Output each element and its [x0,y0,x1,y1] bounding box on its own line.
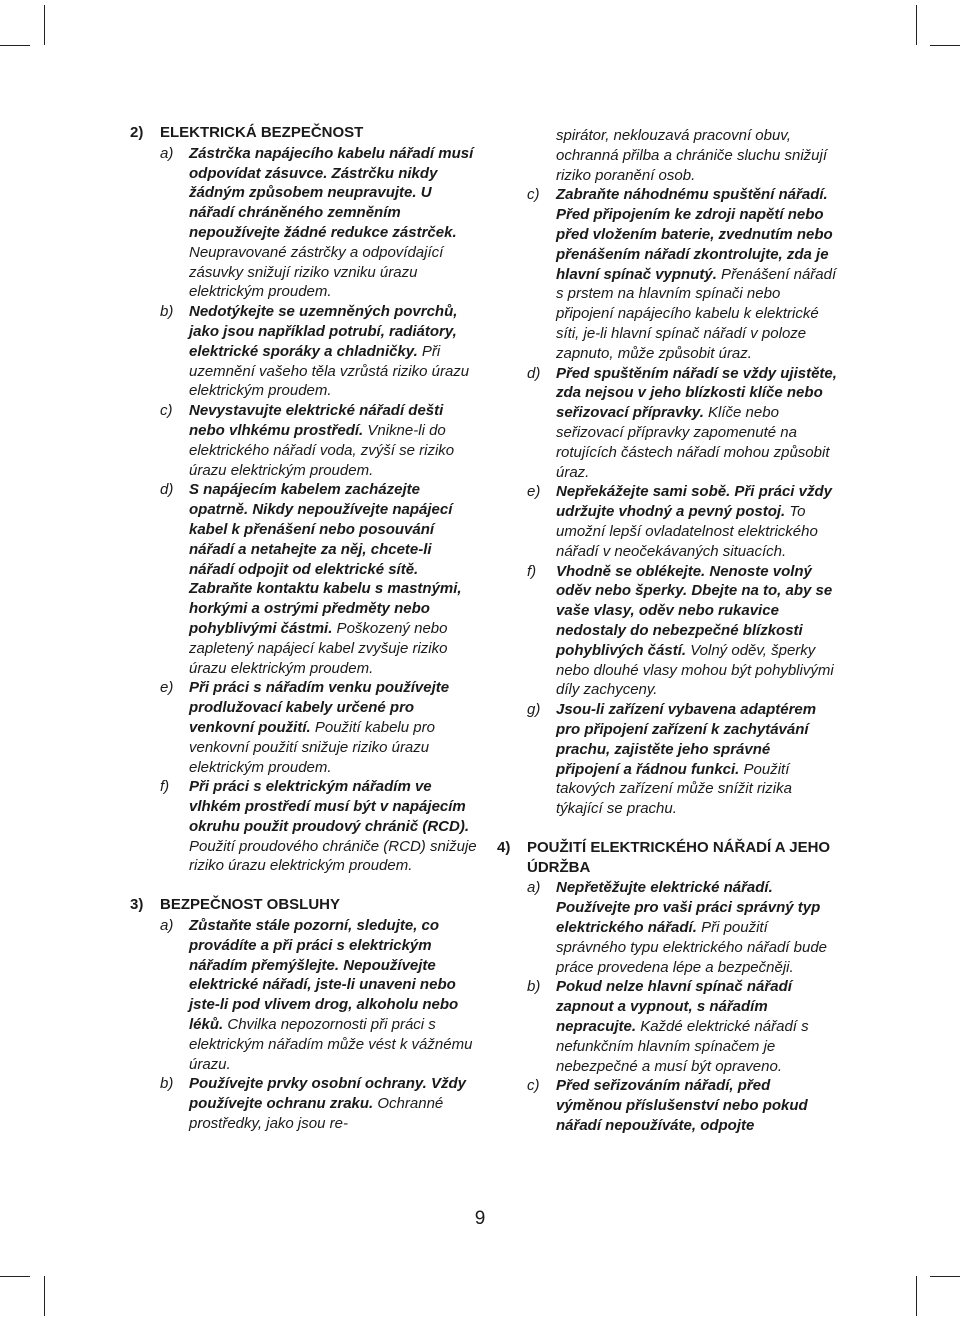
list-item [130,916,480,1074]
left-column [130,123,480,1134]
crop-mark [44,1276,45,1316]
item-normal-text: Přenášení nářadí s prstem na hlavním spínači nebo připojení napájecího kabelu k elektrické síti, je-li hlavní spínač nářadí v poloze zapnuto, může způsobit úraz. [556,265,837,362]
list-item [130,777,480,876]
item-text [556,364,837,483]
continued-text: spirátor, neklouzavá pracovní obuv, ochranná přilba a chrániče sluchu snižují riziko poranění osob. [556,127,827,184]
section-3-heading [130,895,480,915]
item-bold-text: Při práci s nářadím venku používejte prodlužovací kabely určené pro venkovní použití. [189,679,450,736]
item-normal-text: Chvilka nepozornosti při práci s elektrickým nářadím může vést k vážnému úrazu. [189,1016,473,1073]
list-item [497,1076,837,1135]
item-normal-text: Použití kabelu pro venkovní použití snižuje riziko úrazu elektrickým proudem. [189,718,435,776]
crop-mark [930,45,960,46]
item-letter: c) [527,186,540,204]
item-text [189,401,480,480]
item-text [556,562,837,701]
item-letter: c) [527,1077,540,1095]
list-item [497,185,837,363]
item-letter: a) [160,917,174,935]
crop-mark [44,5,45,45]
section-number: 2) [130,124,144,141]
item-bold-text: Před spuštěním nářadí se vždy ujistěte, zda nejsou v jeho blízkosti klíče nebo seřizovací přípravky. [556,364,837,422]
item-letter: d) [160,481,174,499]
section-4-heading [497,838,837,878]
list-item [497,878,837,977]
item-normal-text: Použití takových zařízení může snížit rizika týkající se prachu. [556,760,792,818]
item-bold-text: Před seřizováním nářadí, před výměnou příslušenství nebo pokud nářadí nepoužíváte, odpojte [556,1077,808,1135]
item-bold-text: Nedotýkejte se uzemněných povrchů, jako jsou například potrubí, radiátory, elektrické sporáky a chladničky. [189,303,458,360]
crop-mark [0,45,30,46]
section-spacer [497,819,837,838]
item-normal-text: Vnikne-li do elektrického nářadí voda, zvýší se riziko úrazu elektrickým proudem. [189,421,455,479]
item-normal-text: Neupravované zástrčky a odpovídající zásuvky snižují riziko vzniku úrazu elektrickým proudem. [189,243,444,301]
item-bold-text: Nepřetěžujte elektrické nářadí. Používejte pro vaši práci správný typ elektrického nářadí. [556,879,821,937]
item-letter: e) [160,679,174,697]
item-letter: f) [527,562,537,580]
item-text [189,144,480,302]
item-text [189,916,480,1074]
section-title: POUŽITÍ ELEKTRICKÉHO NÁŘADÍ A JEHO ÚDRŽBA [527,838,831,876]
crop-mark [916,1276,917,1316]
item-bold-text: Zabraňte náhodnému spuštění nářadí. Před připojením ke zdroji napětí nebo před vložením baterie, zvednutím nebo přenášením nářadí zkontrolujte, zda je hlavní spínač vypnutý. [556,186,833,283]
item-normal-text: Při použití správného typu elektrického nářadí bude práce provedena lépe a bezpečněji. [556,919,828,976]
page-number: 9 [474,1208,486,1229]
right-column [497,126,837,1136]
item-letter: f) [160,778,170,796]
item-normal-text: To umožní lepší ovladatelnost elektrického nářadí v neočekávaných situacích. [556,503,818,560]
section-title: BEZPEČNOST OBSLUHY [160,896,341,914]
list-item [130,144,480,302]
item-letter: b) [527,978,541,996]
item-letter: g) [527,701,541,719]
item-bold-text: Zůstaňte stále pozorní, sledujte, co provádíte a při práci s elektrickým nářadím přemýšlejte. Nepoužívejte elektrické nářadí, jste-li unaveni nebo jste-li pod vlivem drog, alkoholu nebo léků. [189,917,459,1034]
item-bold-text: Nepřekážejte sami sobě. Při práci vždy udržujte vhodný a pevný postoj. [556,483,832,521]
section-spacer [130,876,480,895]
section-title: ELEKTRICKÁ BEZPEČNOST [160,124,364,141]
crop-mark [930,1276,960,1277]
item-bold-text: Pokud nelze hlavní spínač nářadí zapnout a vypnout, s nářadím nepracujte. [556,978,792,1036]
item-bold-text: Používejte prvky osobní ochrany. Vždy používejte ochranu zraku. [189,1075,467,1113]
item-text [189,678,480,777]
item-normal-text: Volný oděv, šperky nebo dlouhé vlasy mohou být pohyblivými díly zachyceny. [556,641,834,699]
list-item [497,977,837,1076]
item-text [556,700,837,819]
item-bold-text: Nevystavujte elektrické nářadí dešti nebo vlhkému prostředí. [189,402,444,439]
list-item [497,482,837,561]
item-letter: b) [160,1075,174,1093]
item-normal-text: Poškozený nebo zapletený napájecí kabel zvyšuje riziko úrazu elektrickým proudem. [189,619,448,677]
item-text [556,185,837,363]
list-item [497,562,837,701]
item-normal-text: Použití proudového chrániče (RCD) snižuje riziko úrazu elektrickým proudem. [189,837,477,875]
item-letter: b) [160,303,174,321]
list-item [130,1074,480,1133]
list-item [130,302,480,401]
item-text [189,480,480,678]
item-bold-text: Vhodně se oblékejte. Nenoste volný oděv nebo šperky. Dbejte na to, aby se vaše vlasy, oděv nebo rukavice nedostaly do nebezpečné blízkosti pohyblivých částí. [556,562,833,659]
item-text [556,1076,837,1135]
item-bold-text: S napájecím kabelem zacházejte opatrně. Nikdy nepoužívejte napájecí kabel k přenášení nebo posouvání nářadí a netahejte za něj, chcete-li nářadí odpojit od elektrické sítě. Zabraňte kontaktu kabelu s mastnými, horkými a ostrými předměty nebo pohyblivými částmi. [189,481,462,637]
item-letter: d) [527,364,541,382]
list-item [130,401,480,480]
item-bold-text: Při práci s elektrickým nářadím ve vlhkém prostředí musí být v napájecím okruhu použit proudový chránič (RCD). [189,778,469,835]
item-text [556,482,837,561]
item-text [189,1074,480,1133]
crop-mark [916,5,917,45]
item-letter: e) [527,483,541,501]
item-normal-text: Při uzemnění vašeho těla vzrůstá riziko úrazu elektrickým proudem. [189,342,470,400]
item-bold-text: Zástrčka napájecího kabelu nářadí musí odpovídat zásuvce. Zástrčku nikdy žádným způsobem neupravujte. U nářadí chráněného zemněním nepoužívejte žádné redukce zástrček. [189,144,474,241]
item-normal-text: Každé elektrické nářadí s nefunkčním hlavním spínačem je nebezpečné a musí být opraveno. [556,1018,809,1075]
list-item [497,700,837,819]
item-letter: a) [160,144,174,162]
item-letter: a) [527,879,541,897]
list-item [497,364,837,483]
section-number: 4) [497,838,511,856]
item-letter: c) [160,402,173,420]
item-bold-text: Jsou-li zařízení vybavena adaptérem pro připojení zařízení k zachytávání prachu, zajistěte jeho správné připojení a řádnou funkci. [556,701,817,778]
list-item [130,678,480,777]
item-text [556,878,837,977]
item-normal-text: Ochranné prostředky, jako jsou re- [189,1095,444,1133]
list-item [130,480,480,678]
item-text [189,302,480,401]
section-2-heading [130,123,480,143]
section-number: 3) [130,896,144,914]
item-text [556,977,837,1076]
crop-mark [0,1276,30,1277]
item-text [189,777,480,876]
item-normal-text: Klíče nebo seřizovací přípravky zapomenuté na rotujících částech nářadí mohou způsobit úraz. [556,404,830,481]
